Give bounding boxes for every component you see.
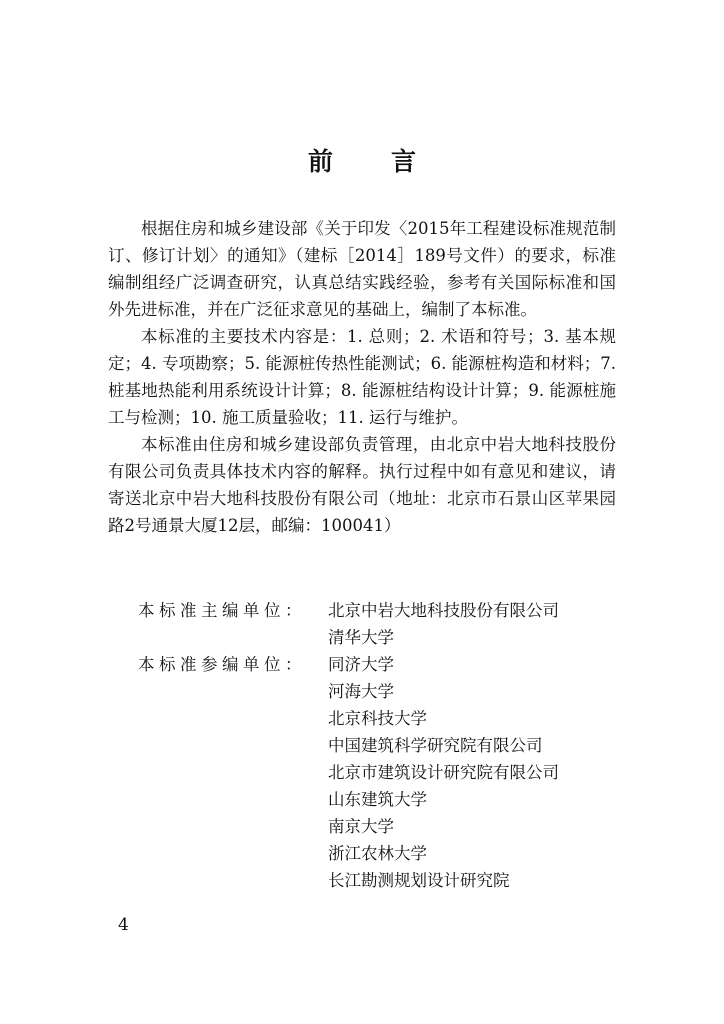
- participating-editor-unit: 长江勘测规划设计研究院: [328, 871, 510, 890]
- participating-editor-unit: 浙江农林大学: [328, 844, 427, 863]
- participating-editor-unit: 南京大学: [328, 817, 394, 836]
- participating-editor-block: [108, 651, 616, 894]
- participating-editor-list: [328, 651, 559, 894]
- page-title: 前言: [307, 147, 474, 176]
- page-number: 4: [118, 915, 129, 935]
- participating-editor-unit: 北京科技大学: [328, 709, 427, 728]
- paragraph-management: 本标准由住房和城乡建设部负责管理，由北京中岩大地科技股份有限公司负责具体技术内容的解释。执行过程中如有意见和建议，请寄送北京中岩大地科技股份有限公司（地址：北京市石景山区苹果园路2号通景大厦12层，邮编：100041）: [108, 435, 616, 535]
- participating-editor-unit: 河海大学: [328, 682, 394, 701]
- chief-editor-unit: 北京中岩大地科技股份有限公司: [328, 601, 559, 620]
- participating-editor-unit: 中国建筑科学研究院有限公司: [328, 736, 543, 755]
- editing-units: [108, 597, 616, 894]
- paragraph-contents: 本标准的主要技术内容是：1. 总则；2. 术语和符号；3. 基本规定；4. 专项勘察；5. 能源桩传热性能测试；6. 能源桩构造和材料；7. 桩基地热能利用系统设计计算；8. 能源桩结构设计计算；9. 能源桩施工与检测；10. 施工质量验收；11. 运行与维护。: [108, 327, 616, 427]
- preface-body: [108, 215, 616, 539]
- chief-editor-unit: 清华大学: [328, 628, 394, 647]
- chief-editor-label: 本标准主编单位：: [138, 601, 306, 620]
- participating-editor-unit: 北京市建筑设计研究院有限公司: [328, 763, 559, 782]
- paragraph-background: 根据住房和城乡建设部《关于印发〈2015年工程建设标准规范制订、修订计划〉的通知》（建标［2014］189号文件）的要求，标准编制组经广泛调查研究，认真总结实践经验，参考有关国际标准和国外先进标准，并在广泛征求意见的基础上，编制了本标准。: [108, 219, 616, 319]
- chief-editor-block: [108, 597, 616, 651]
- participating-editor-unit: 山东建筑大学: [328, 790, 427, 809]
- participating-editor-label: 本标准参编单位：: [138, 655, 306, 674]
- participating-editor-unit: 同济大学: [328, 655, 394, 674]
- chief-editor-list: [328, 597, 559, 651]
